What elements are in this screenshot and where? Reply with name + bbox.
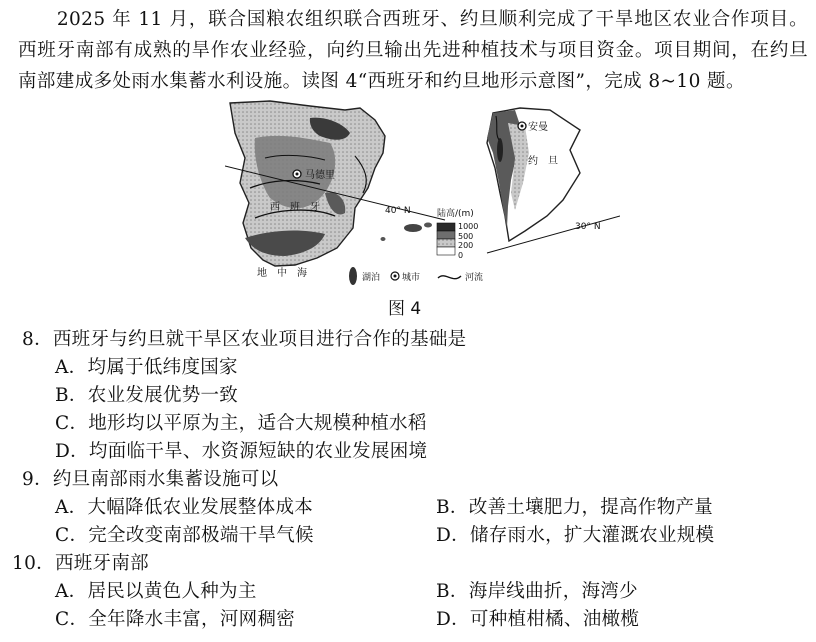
legend-river-label: 河流 <box>465 273 484 283</box>
question-8-option-c: C．地形均以平原为主，适合大规模种植水稻 <box>55 413 427 434</box>
spain-map <box>230 101 385 266</box>
question-9-stem: 9．约旦南部雨水集蓄设施可以 <box>22 469 279 490</box>
legend-level-1000: 1000 <box>458 222 479 231</box>
madrid-label: 马德里 <box>305 170 335 181</box>
legend-level-500: 500 <box>458 232 474 241</box>
lat30-label: 30° N <box>575 222 601 232</box>
question-8-stem: 8．西班牙与约旦就干旱区农业项目进行合作的基础是 <box>22 329 467 350</box>
question-8-option-b: B．农业发展优势一致 <box>55 385 239 406</box>
legend-swatch-0 <box>437 247 455 255</box>
question-8-option-d: D．均面临干旱、水资源短缺的农业发展困境 <box>55 441 428 462</box>
question-8-option-a: A．均属于低纬度国家 <box>55 357 238 378</box>
terrain-map <box>225 98 620 293</box>
legend-swatch-1000 <box>437 223 455 231</box>
question-10-stem: 10．西班牙南部 <box>12 553 149 574</box>
balearic-island <box>404 224 422 232</box>
legend-city-label: 城市 <box>402 273 421 283</box>
question-9-option-b: B．改善土壤肥力，提高作物产量 <box>436 497 714 518</box>
question-9-option-d: D．储存雨水，扩大灌溉农业规模 <box>436 525 715 546</box>
question-10-option-b: B．海岸线曲折，海湾少 <box>436 581 638 602</box>
lat40-label: 40° N <box>385 206 411 216</box>
legend-swatch-200 <box>437 239 455 247</box>
balearic-island <box>424 223 432 228</box>
figure-caption: 图 4 <box>388 299 422 319</box>
legend-level-200: 200 <box>458 241 474 250</box>
mediterranean-label: 地 中 海 <box>257 268 307 279</box>
legend-level-0: 0 <box>458 251 464 260</box>
dead-sea-lake <box>497 138 503 162</box>
legend <box>349 207 483 285</box>
legend-lake-label: 湖泊 <box>362 273 381 283</box>
river-legend-icon <box>438 276 461 279</box>
question-9-option-a: A．大幅降低农业发展整体成本 <box>55 497 314 518</box>
balearic-island <box>381 237 386 241</box>
legend-swatch-500 <box>437 231 455 239</box>
question-10-option-d: D．可种植柑橘、油橄榄 <box>436 609 640 630</box>
amman-label: 安曼 <box>528 122 548 133</box>
legend-title: 陆高/(m) <box>437 209 474 219</box>
question-10-option-c: C．全年降水丰富，河网稠密 <box>55 609 296 630</box>
intro-paragraph: 2025 年 11 月，联合国粮农组织联合西班牙、约旦顺利完成了干旱地区农业合作项目。西班牙南部有成熟的旱作农业经验，向约旦输出先进种植技术与项目资金。项目期间，在约旦南部建成多处雨水集蓄水利设施。读图 4“西班牙和约旦地形示意图”，完成 8~10 题。 <box>18 9 808 92</box>
lake-legend-icon <box>349 267 357 285</box>
question-9-option-c: C．完全改变南部极端干旱气候 <box>55 525 314 546</box>
jordan-map <box>487 108 580 241</box>
question-10-option-a: A．居民以黄色人种为主 <box>55 581 257 602</box>
jordan-label: 约 旦 <box>528 156 558 167</box>
spain-label: 西 班 牙 <box>270 202 320 213</box>
terrain-map-figure <box>225 98 620 293</box>
